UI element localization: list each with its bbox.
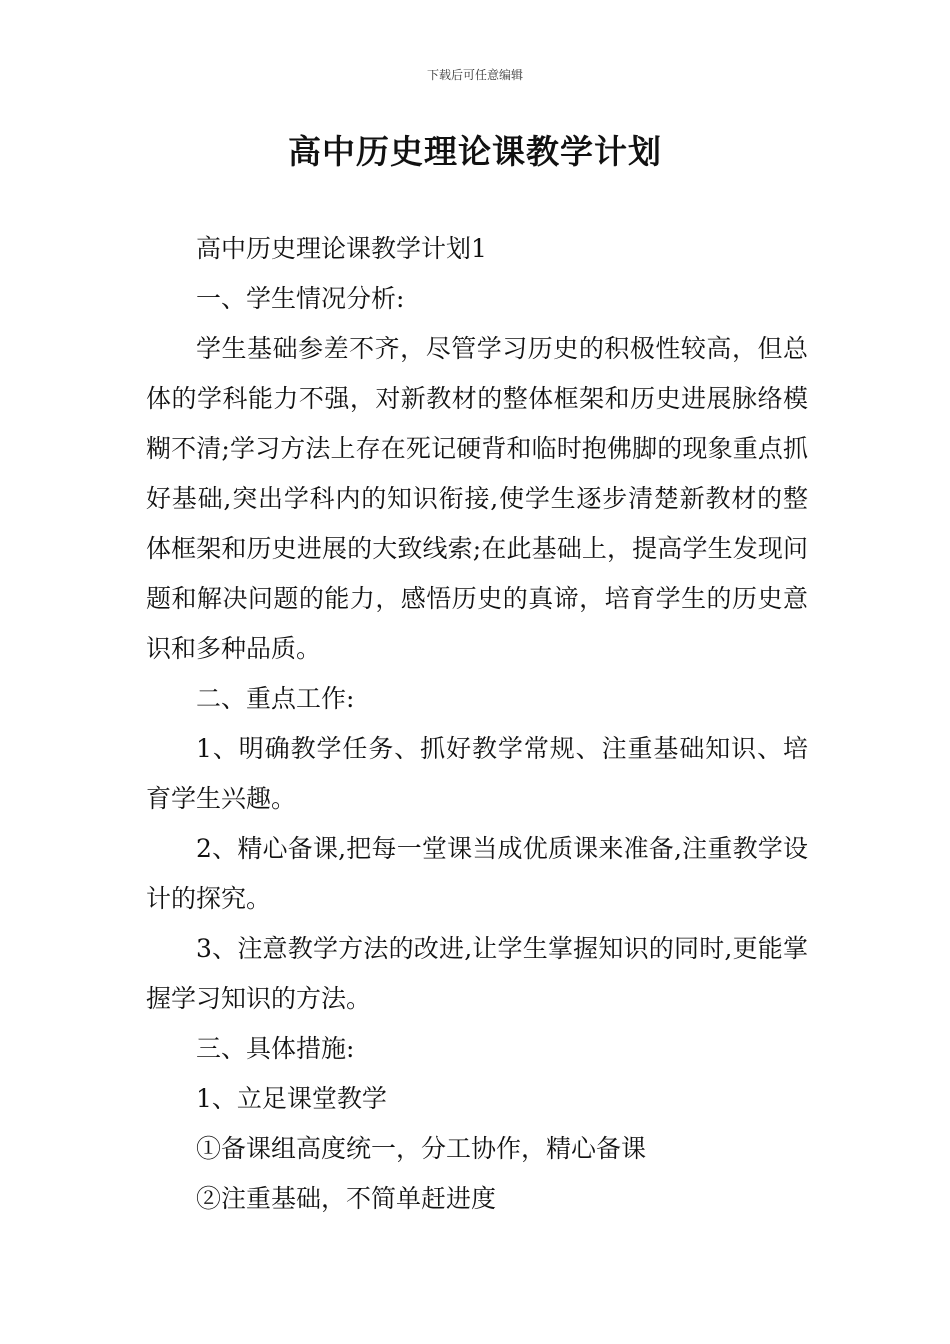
list-item-key-work-2: 2、精心备课,把每一堂课当成优质课来准备,注重教学设计的探究。 (146, 834, 808, 913)
section-heading-key-work: 二、重点工作: (196, 684, 355, 713)
list-item-key-work-3: 3、注意教学方法的改进,让学生掌握知识的同时,更能掌握学习知识的方法。 (146, 934, 808, 1013)
document-body (146, 224, 808, 1224)
section-heading-plan-1: 高中历史理论课教学计划1 (196, 234, 487, 263)
section-heading-student-analysis: 一、学生情况分析: (196, 284, 405, 313)
list-item-measure-1-a: ①备课组高度统一，分工协作，精心备课 (196, 1134, 647, 1163)
document-title: 高中历史理论课教学计划 (288, 132, 662, 171)
paragraph-student-analysis: 学生基础参差不齐，尽管学习历史的积极性较高，但总体的学科能力不强，对新教材的整体框架和历史进展脉络模糊不清;学习方法上存在死记硬背和临时抱佛脚的现象重点抓好基础,突出学科内的知识衔接,使学生逐步清楚新教材的整体框架和历史进展的大致线索;在此基础上，提高学生发现问题和解决问题的能力，感悟历史的真谛，培育学生的历史意识和多种品质。 (146, 334, 808, 663)
list-item-measure-1-b: ②注重基础，不简单赶进度 (196, 1184, 497, 1213)
header-note: 下载后可任意编辑 (426, 68, 523, 82)
list-item-measure-1: 1、立足课堂教学 (196, 1084, 387, 1113)
section-heading-measures: 三、具体措施: (196, 1034, 355, 1063)
list-item-key-work-1: 1、明确教学任务、抓好教学常规、注重基础知识、培育学生兴趣。 (146, 734, 808, 813)
